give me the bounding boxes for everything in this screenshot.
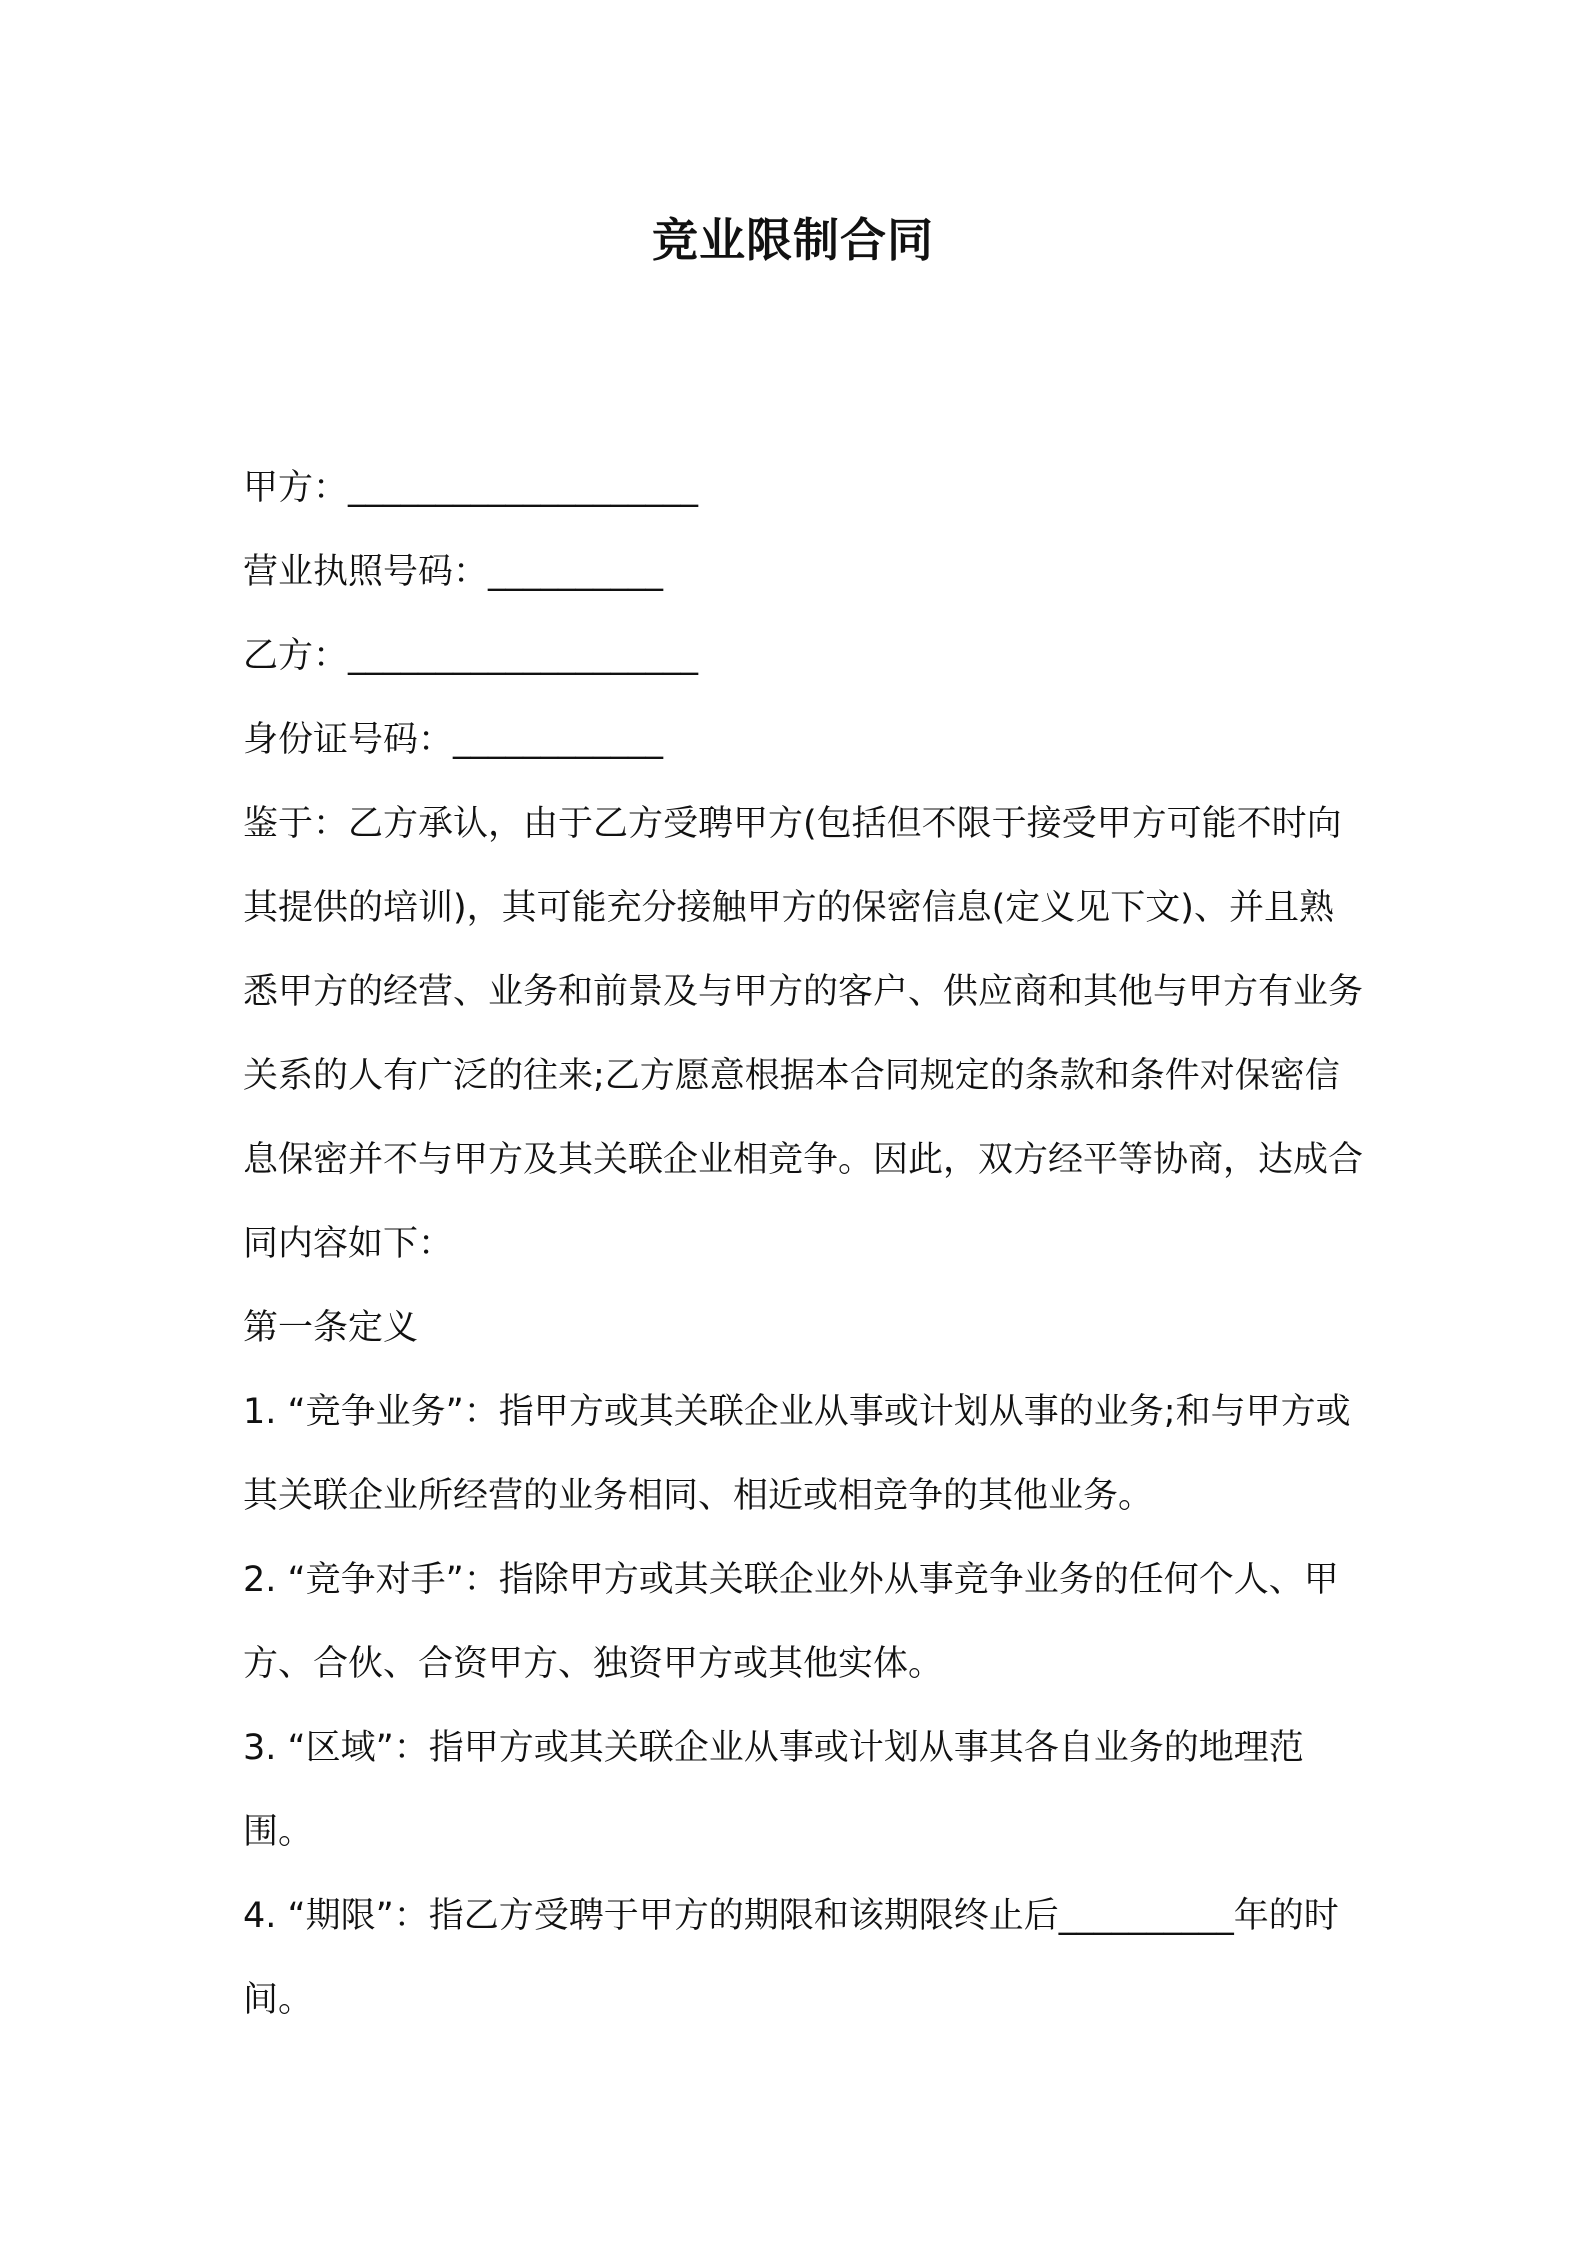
document-body xyxy=(243,446,1363,2042)
id-number-field: 身份证号码：____________ xyxy=(243,720,664,760)
party-b-field: 乙方：____________________ xyxy=(243,636,699,676)
definition-item-1: 1. “竞争业务”：指甲方或其关联企业从事或计划从事的业务;和与甲方或其关联企业所经营的业务相同、相近或相竞争的其他业务。 xyxy=(243,1392,1351,1516)
definition-item-4: 4. “期限”：指乙方受聘于甲方的期限和该期限终止后__________年的时间。 xyxy=(243,1896,1339,2020)
definition-item-3: 3. “区域”：指甲方或其关联企业从事或计划从事其各自业务的地理范围。 xyxy=(243,1728,1304,1852)
party-a-field: 甲方：____________________ xyxy=(243,468,699,508)
business-license-field: 营业执照号码：__________ xyxy=(243,552,664,592)
definition-item-2: 2. “竞争对手”：指除甲方或其关联企业外从事竞争业务的任何个人、甲方、合伙、合资甲方、独资甲方或其他实体。 xyxy=(243,1560,1339,1684)
preamble-paragraph: 鉴于：乙方承认，由于乙方受聘甲方(包括但不限于接受甲方可能不时向其提供的培训)，其可能充分接触甲方的保密信息(定义见下文)、并且熟悉甲方的经营、业务和前景及与甲方的客户、供应商和其他与甲方有业务关系的人有广泛的往来;乙方愿意根据本合同规定的条款和条件对保密信息保密并不与甲方及其关联企业相竞争。因此，双方经平等协商，达成合同内容如下： xyxy=(243,804,1364,1264)
document-title: 竞业限制合同 xyxy=(652,213,934,267)
article-heading: 第一条定义 xyxy=(243,1308,419,1348)
